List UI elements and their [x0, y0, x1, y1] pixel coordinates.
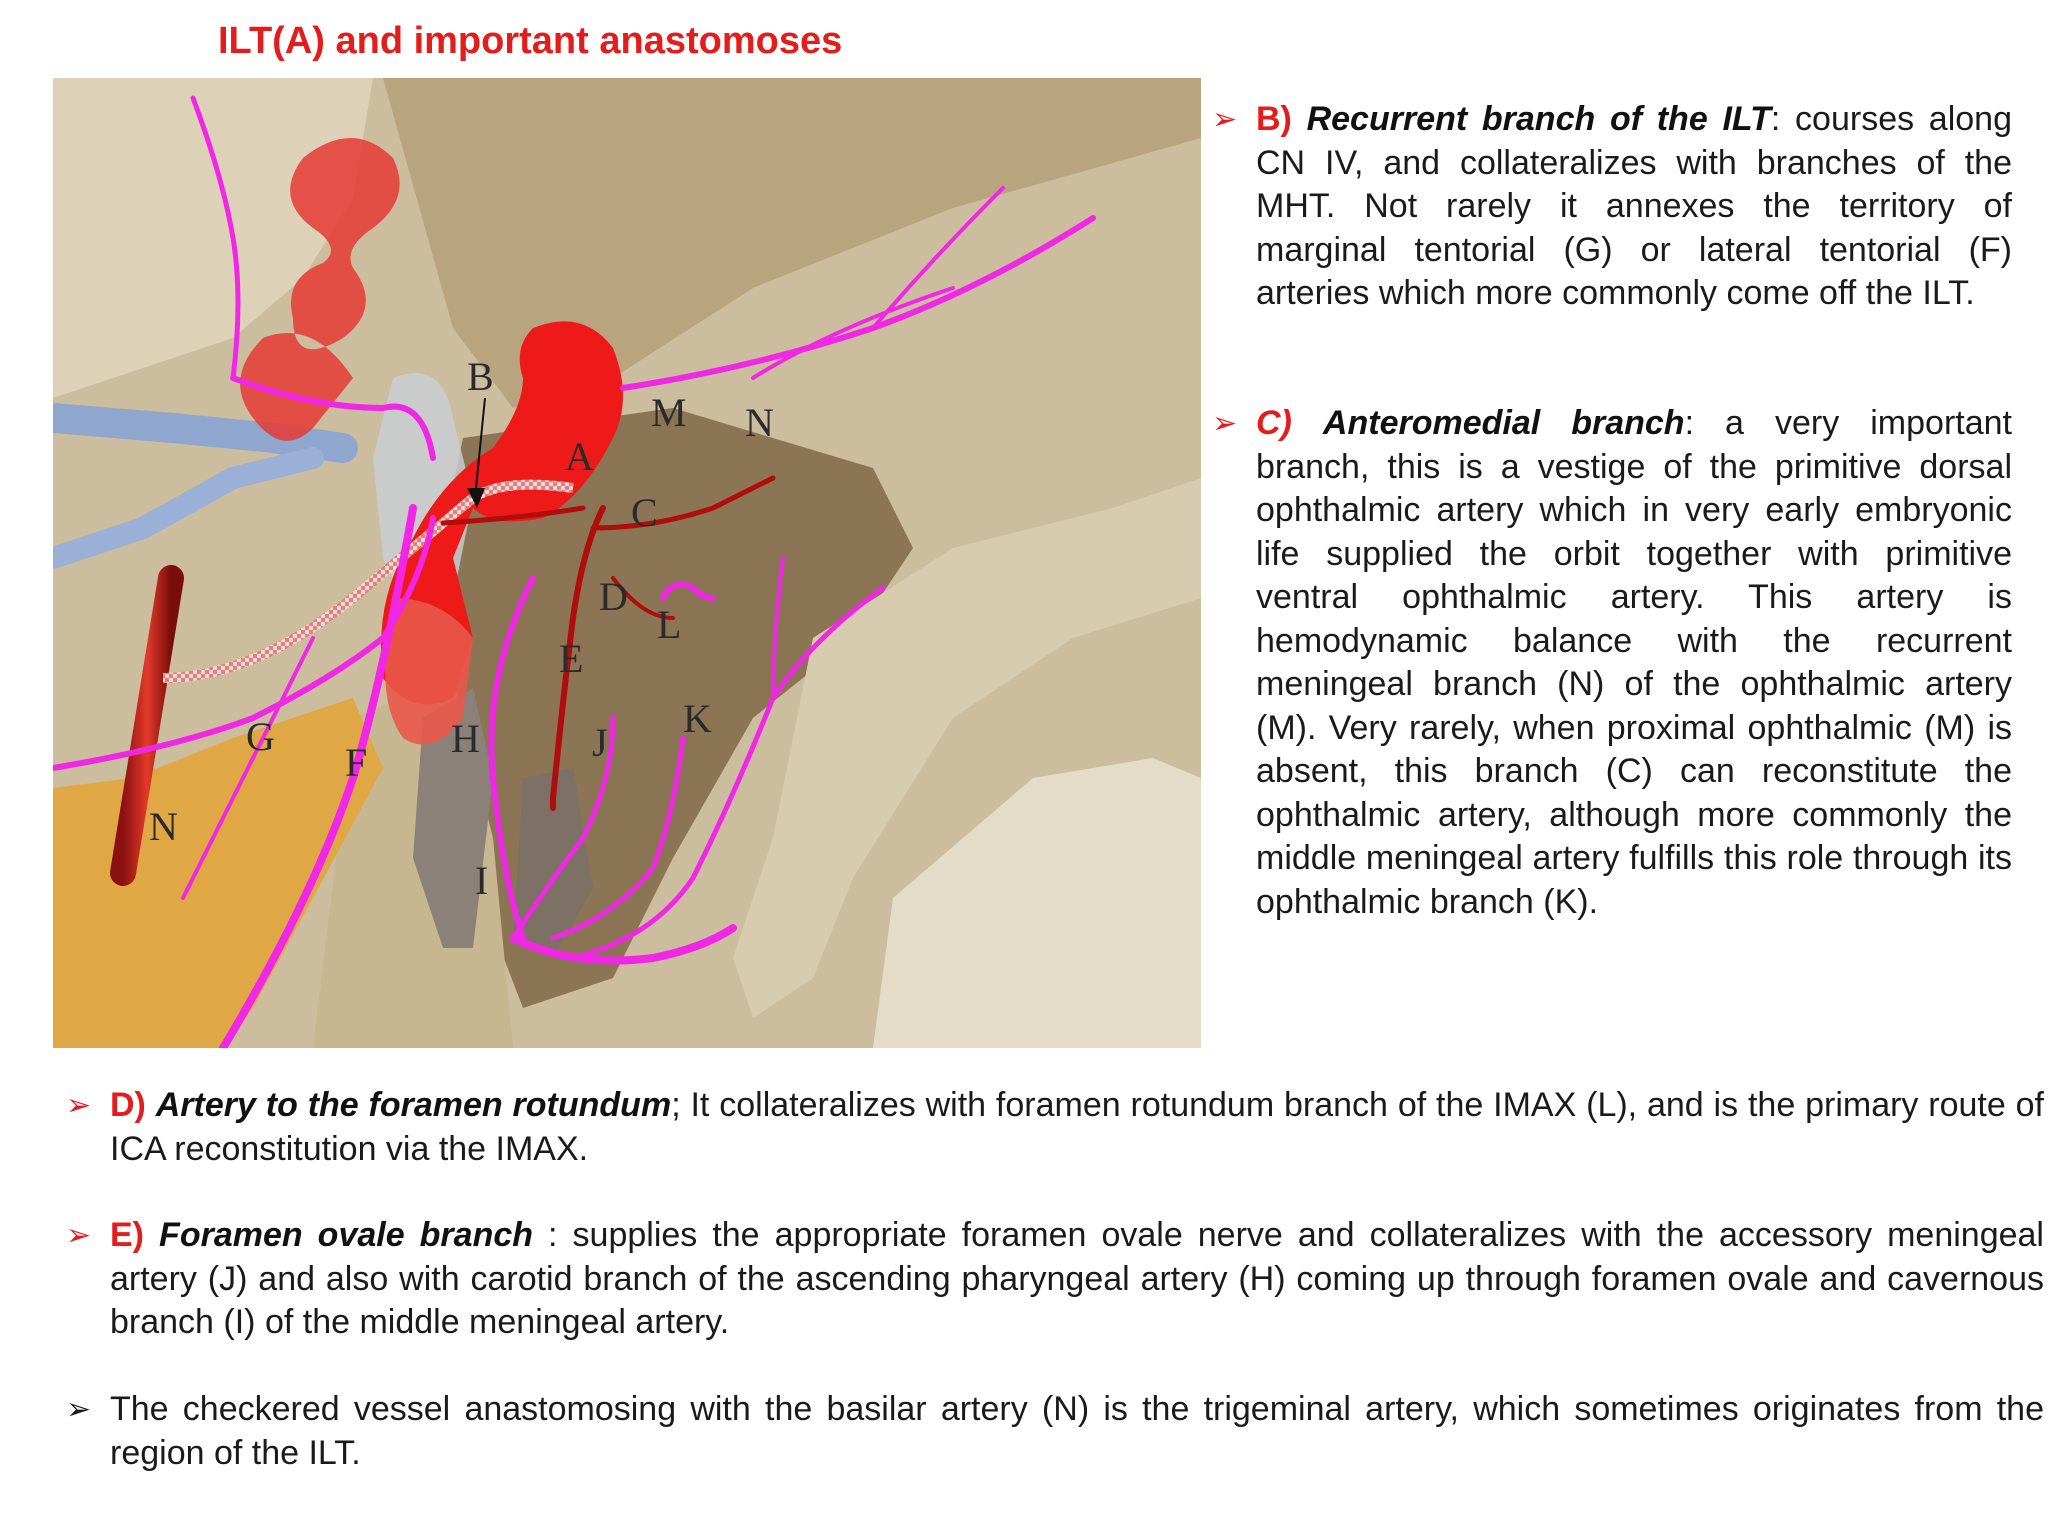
bullet-text	[110, 1084, 2044, 1171]
label-l: L	[657, 602, 682, 647]
arrow-bullet-icon: ➢	[66, 1392, 92, 1427]
bullet-body: : courses along CN IV, and collateralizes with branches of the MHT. Not rarely it annexes the territory of marginal tentorial (G) or lateral tentorial (F) arteries which more commonly come off the ILT.	[1256, 100, 2012, 312]
label-g: G	[246, 714, 275, 759]
arrow-bullet-icon: ➢	[1212, 406, 1238, 441]
bullet-term: Artery to the foramen rotundum	[155, 1086, 672, 1124]
bullet-trigeminal-artery	[66, 1388, 2044, 1475]
bullet-body: ; It collateralizes with foramen rotundum branch of the IMAX (L), and is the primary route of ICA reconstitution via the IMAX.	[110, 1086, 2044, 1168]
label-k: K	[683, 696, 712, 741]
bullet-body: : supplies the appropriate foramen ovale nerve and collateralizes with the accessory meningeal artery (J) and also with carotid branch of the ascending pharyngeal artery (H) coming up through foramen ovale and cavernous branch (I) of the middle meningeal artery.	[110, 1216, 2044, 1341]
bullet-foramen-ovale	[66, 1214, 2044, 1345]
bullet-foramen-rotundum	[66, 1084, 2044, 1171]
bullet-text	[1256, 98, 2012, 316]
slide-title: ILT(A) and important anastomoses	[218, 20, 843, 62]
label-j: J	[592, 720, 608, 765]
label-m: M	[651, 390, 687, 435]
bullet-text	[110, 1388, 2044, 1475]
bullet-recurrent-branch	[1212, 98, 2012, 316]
bullet-term: Recurrent branch of the ILT	[1306, 100, 1771, 138]
arrow-bullet-icon: ➢	[66, 1088, 92, 1123]
label-e: E	[559, 636, 584, 681]
label-a: A	[565, 434, 594, 479]
label-h: H	[451, 716, 480, 761]
label-n-bottom: N	[149, 804, 178, 849]
label-d: D	[599, 574, 628, 619]
label-f: F	[345, 740, 368, 785]
label-b: B	[467, 354, 494, 399]
bullet-term: Foramen ovale branch	[159, 1216, 534, 1254]
bullet-anteromedial-branch	[1212, 402, 2012, 924]
arrow-bullet-icon: ➢	[1212, 102, 1238, 137]
label-i: I	[475, 858, 489, 903]
bullet-text	[110, 1214, 2044, 1345]
label-c: C	[631, 490, 658, 535]
bullet-key: E)	[110, 1216, 144, 1254]
skull-base-illustration	[53, 78, 1201, 1048]
arrow-bullet-icon: ➢	[66, 1218, 92, 1253]
bullet-key: D)	[110, 1086, 146, 1124]
bullet-body: : a very important branch, this is a vestige of the primitive dorsal ophthalmic artery which in very early embryonic life supplied the orbit together with primitive ventral ophthalmic artery. This artery is hemodynamic balance with the recurrent meningeal branch (N) of the ophthalmic artery (M). Very rarely, when proximal ophthalmic (M) is absent, this branch (C) can reconstitute the ophthalmic artery, although more commonly the middle meningeal artery fulfills this role through its ophthalmic branch (K).	[1256, 404, 2012, 921]
label-n-top: N	[745, 400, 774, 445]
bullet-key: C)	[1256, 404, 1292, 442]
anatomy-figure	[53, 78, 1201, 1048]
bullet-body: The checkered vessel anastomosing with the basilar artery (N) is the trigeminal artery, which sometimes originates from the region of the ILT.	[110, 1390, 2044, 1472]
bullet-key: B)	[1256, 100, 1292, 138]
bullet-term: Anteromedial branch	[1322, 404, 1685, 442]
bullet-text	[1256, 402, 2012, 924]
